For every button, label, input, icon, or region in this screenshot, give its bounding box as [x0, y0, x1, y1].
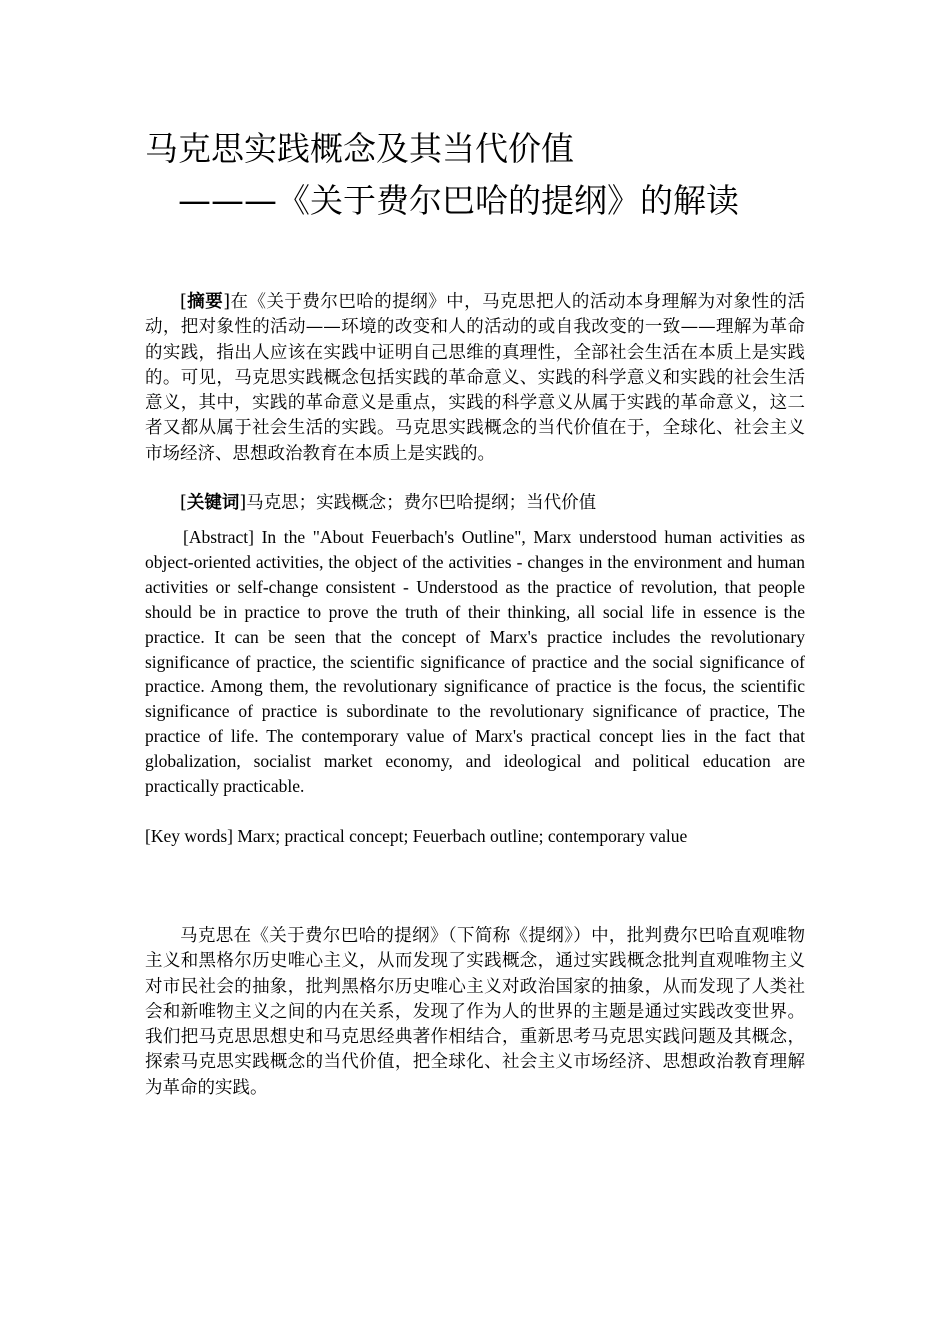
chinese-abstract-text: 在《关于费尔巴哈的提纲》中，马克思把人的活动本身理解为对象性的活动，把对象性的活动——环境的改变和人的活动的或自我改变的一致——理解为革命的实践，指出人应该在实践中证明自己思维的真理性，全部社会生活在本质上是实践的。可见，马克思实践概念包括实践的革命意义、实践的科学意义和实践的社会生活意义，其中，实践的革命意义是重点，实践的科学意义从属于实践的革命意义，这二者又都从属于社会生活的实践。马克思实践概念的当代价值在于，全球化、社会主义市场经济、思想政治教育在本质上是实践的。: [145, 292, 806, 464]
abstract-label: 摘要: [186, 292, 224, 312]
chinese-keywords-text: 马克思；实践概念；费尔巴哈提纲；当代价值: [246, 493, 597, 513]
document-subtitle: ———《关于费尔巴哈的提纲》的解读: [178, 181, 739, 220]
keywords-label: 关键词: [186, 493, 240, 513]
chinese-abstract: [145, 290, 805, 467]
document-title: 马克思实践概念及其当代价值: [145, 129, 574, 168]
english-keywords: [Key words] Marx; practical concept; Feuerbach outline; contemporary value: [145, 826, 688, 846]
introduction-paragraph: 马克思在《关于费尔巴哈的提纲》（下简称《提纲》）中，批判费尔巴哈直观唯物主义和黑格尔历史唯心主义，从而发现了实践概念，通过实践概念批判直观唯物主义对市民社会的抽象，批判黑格尔历史唯心主义对政治国家的抽象，从而发现了人类社会和新唯物主义之间的内在关系，发现了作为人的世界的主题是通过实践改变世界。我们把马克思思想史和马克思经典著作相结合，重新思考马克思实践问题及其概念，探索马克思实践概念的当代价值，把全球化、社会主义市场经济、思想政治教育理解为革命的实践。: [145, 926, 805, 1098]
abstract-close-bracket: ]: [223, 292, 231, 312]
keywords-close-bracket: ]: [239, 493, 247, 513]
abstract-open-bracket: [: [180, 292, 187, 312]
english-abstract-paragraph: [Abstract] In the "About Feuerbach's Outline", Marx understood human activities as object-oriented activities, the object of the activities - changes in the environment and human activities or self-change consistent - Understood as the practice of revolution, that people should be in practice to prove the truth of their thinking, all social life in essence is the practice. It can be seen that the concept of Marx's practice includes the revolutionary significance of practice, the scientific significance of practice and the social significance of practice. Among them, the revolutionary significance of practice is the focus, the scientific significance of practice is subordinate to the revolutionary significance of practice, The practice of life. The contemporary value of Marx's practical concept lies in the fact that globalization, socialist market economy, and ideological and political education are practically practicable.: [145, 527, 805, 797]
keywords-open-bracket: [: [180, 493, 187, 513]
english-abstract: [145, 525, 805, 799]
introduction: [145, 924, 805, 1101]
chinese-keywords: [145, 491, 805, 516]
chinese-abstract-paragraph: [145, 290, 805, 467]
chinese-keywords-paragraph: [145, 491, 805, 516]
